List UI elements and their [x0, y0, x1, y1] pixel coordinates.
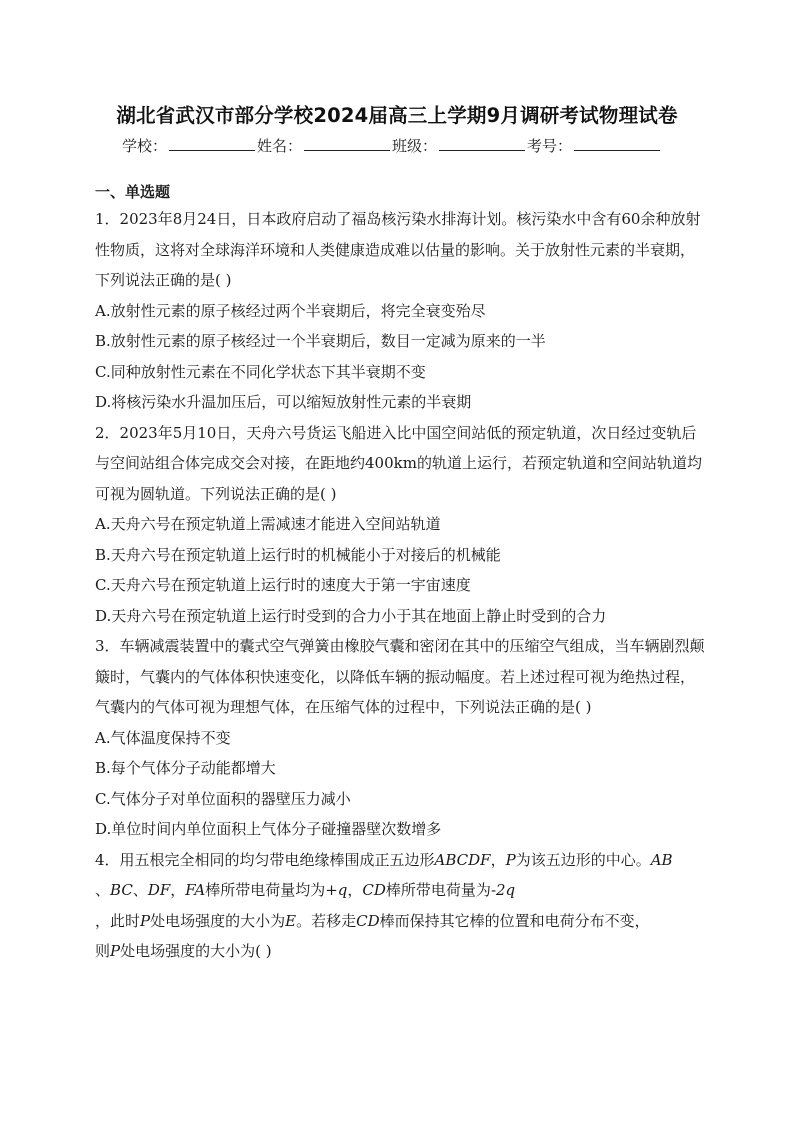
q4-text: 棒所带电荷量均为: [205, 881, 326, 899]
question-1-option-c: C.同种放射性元素在不同化学状态下其半衰期不变: [95, 362, 426, 381]
q4-point-p: P: [110, 942, 121, 960]
q4-text: 为该五边形的中心。: [515, 850, 651, 869]
question-1-option-b: B.放射性元素的原子核经过一个半衰期后，数目一定减为原来的一半: [95, 332, 546, 350]
q4-rod-cd: CD: [356, 911, 380, 930]
q4-text: ，: [490, 850, 506, 869]
q4-text: 、: [132, 881, 148, 899]
q4-rod-cd: CD: [362, 881, 386, 899]
question-3-option-d: D.单位时间内单位面积上气体分子碰撞器壁次数增多: [95, 820, 442, 838]
q4-point-p: P: [505, 850, 516, 869]
page-title: 湖北省武汉市部分学校2024届高三上学期9月调研考试物理试卷: [116, 104, 678, 127]
id-blank[interactable]: [574, 136, 660, 151]
exam-content: [95, 180, 705, 967]
id-label: 考号：: [527, 137, 573, 155]
question-3-stem: 3．车辆减震装置中的囊式空气弹簧由橡胶气囊和密闭在其中的压缩空气组成，当车辆剧烈颠簸时，气囊内的气体体积快速变化，以降低车辆的振动幅度。若上述过程可视为绝热过程，气囊内的气体可视为理想气体，在压缩气体的过程中，下列说法正确的是( ): [95, 637, 705, 716]
question-2-option-a: A.天舟六号在预定轨道上需减速才能进入空间站轨道: [95, 515, 441, 533]
q4-text: 处电场强度的大小为( ): [120, 942, 272, 960]
q4-field-e: E: [285, 911, 297, 930]
q4-text: 处电场强度的大小为: [150, 911, 286, 930]
q4-rod-ab: AB: [650, 850, 673, 869]
question-4-stem: [95, 845, 705, 967]
q4-text: 棒所带电荷量为: [385, 881, 491, 899]
question-1: [95, 204, 705, 418]
q4-text: 4．用五根完全相同的均匀带电绝缘棒围成正五边形: [95, 850, 435, 869]
school-blank[interactable]: [169, 136, 255, 151]
question-1-stem: 1．2023年8月24日，日本政府启动了福岛核污染水排海计划。核污染水中含有60余种放射性物质，这将对全球海洋环境和人类健康造成难以估量的影响。关于放射性元素的半衰期，下列说法正确的是( ): [95, 210, 701, 289]
q4-charge-minus-2q: -2q: [490, 881, 516, 899]
name-label: 姓名：: [257, 137, 303, 155]
section-title-single-choice: 一、单选题: [95, 183, 171, 201]
q4-charge-plus-q: +q: [325, 881, 348, 899]
q4-point-p: P: [140, 911, 151, 930]
class-label: 班级：: [392, 137, 438, 155]
q4-text: ，此时: [95, 911, 141, 930]
question-3: [95, 631, 705, 845]
question-3-option-b: B.每个气体分子动能都增大: [95, 759, 276, 777]
q4-pentagon-symbol: ABCDF: [434, 850, 491, 869]
name-blank[interactable]: [304, 136, 390, 151]
question-2: [95, 418, 705, 632]
question-2-option-b: B.天舟六号在预定轨道上运行时的机械能小于对接后的机械能: [95, 545, 501, 564]
q4-text: ，: [170, 881, 186, 899]
question-3-option-a: A.气体温度保持不变: [95, 728, 231, 747]
q4-text: 则: [95, 942, 111, 960]
q4-rod-df: DF: [147, 881, 171, 899]
q4-text: 棒而保持其它棒的位置和电荷分布不变，: [379, 911, 650, 930]
q4-text: 、: [95, 881, 111, 899]
question-4: [95, 845, 705, 967]
question-2-option-d: D.天舟六号在预定轨道上运行时受到的合力小于其在地面上静止时受到的合力: [95, 606, 607, 625]
q4-rod-fa: FA: [185, 881, 206, 899]
question-2-stem: 2．2023年5月10日，天舟六号货运飞船进入比中国空间站低的预定轨道，次日经过变轨后与空间站组合体完成交会对接，在距地约400km的轨道上运行，若预定轨道和空间站轨道均可视为圆轨道。下列说法正确的是( ): [95, 423, 702, 503]
question-3-option-c: C.气体分子对单位面积的器壁压力减小: [95, 789, 351, 808]
q4-rod-bc: BC: [110, 881, 133, 899]
class-blank[interactable]: [439, 136, 525, 151]
q4-text: 。若移走: [296, 911, 357, 930]
q4-text: ，: [347, 881, 363, 899]
question-2-option-c: C.天舟六号在预定轨道上运行时的速度大于第一宇宙速度: [95, 576, 471, 594]
student-info-line: [122, 135, 662, 156]
school-label: 学校：: [122, 137, 168, 155]
question-1-option-a: A.放射性元素的原子核经过两个半衰期后，将完全衰变殆尽: [95, 301, 486, 320]
question-1-option-d: D.将核污染水升温加压后，可以缩短放射性元素的半衰期: [95, 393, 472, 411]
